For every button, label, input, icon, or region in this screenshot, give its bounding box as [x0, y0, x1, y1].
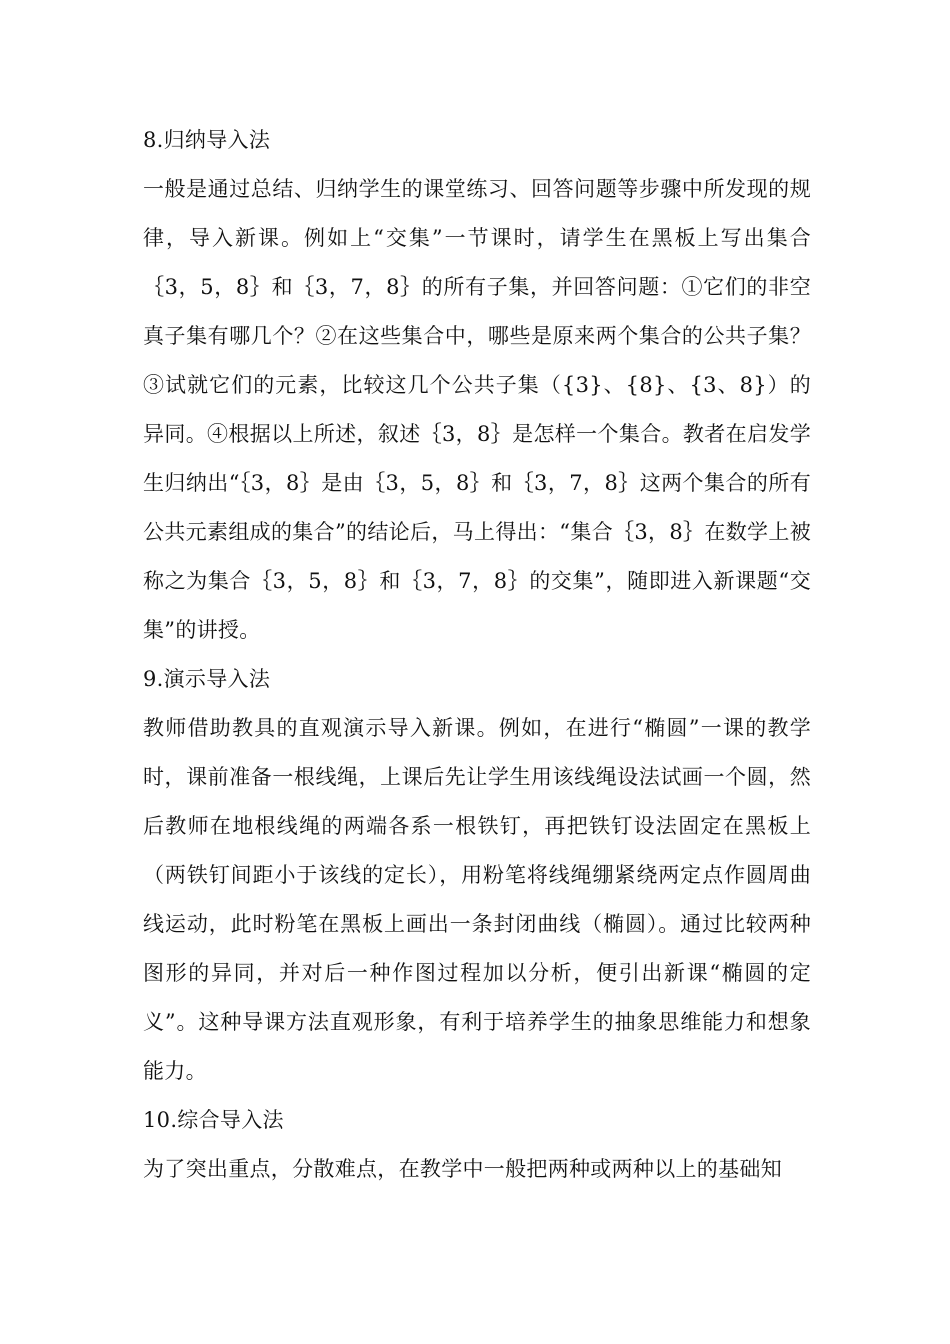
- section-heading-10: 10.综合导入法: [143, 1108, 284, 1132]
- document-page: [143, 116, 811, 1194]
- section-body-8: 一般是通过总结、归纳学生的课堂练习、回答问题等步骤中所发现的规律，导入新课。例如上“交集”一节课时，请学生在黑板上写出集合｛3，5，8｝和｛3，7，8｝的所有子集，并回答问题：①它们的非空真子集有哪几个？②在这些集合中，哪些是原来两个集合的公共子集？③试就它们的元素，比较这几个公共子集（{3}、{8}、{3、8}）的异同。④根据以上所述，叙述｛3，8｝是怎样一个集合。教者在启发学生归纳出“｛3，8｝是由｛3，5，8｝和｛3，7，8｝这两个集合的所有公共元素组成的集合”的结论后，马上得出：“集合｛3，8｝在数学上被称之为集合｛3，5，8｝和｛3，7，8｝的交集”，随即进入新课题“交集”的讲授。: [143, 177, 811, 642]
- section-body-10: 为了突出重点，分散难点，在教学中一般把两种或两种以上的基础知: [143, 1157, 782, 1181]
- section-body-9: 教师借助教具的直观演示导入新课。例如，在进行“椭圆”一课的教学时，课前准备一根线绳，上课后先让学生用该线绳设法试画一个圆，然后教师在地根线绳的两端各系一根铁钉，再把铁钉设法固定在黑板上（两铁钉间距小于该线的定长），用粉笔将线绳绷紧绕两定点作圆周曲线运动，此时粉笔在黑板上画出一条封闭曲线（椭圆）。通过比较两种图形的异同，并对后一种作图过程加以分析，便引出新课“椭圆的定义”。这种导课方法直观形象，有利于培养学生的抽象思维能力和想象能力。: [143, 716, 811, 1083]
- section-heading-9: 9.演示导入法: [143, 667, 271, 691]
- section-heading-8: 8.归纳导入法: [143, 128, 271, 152]
